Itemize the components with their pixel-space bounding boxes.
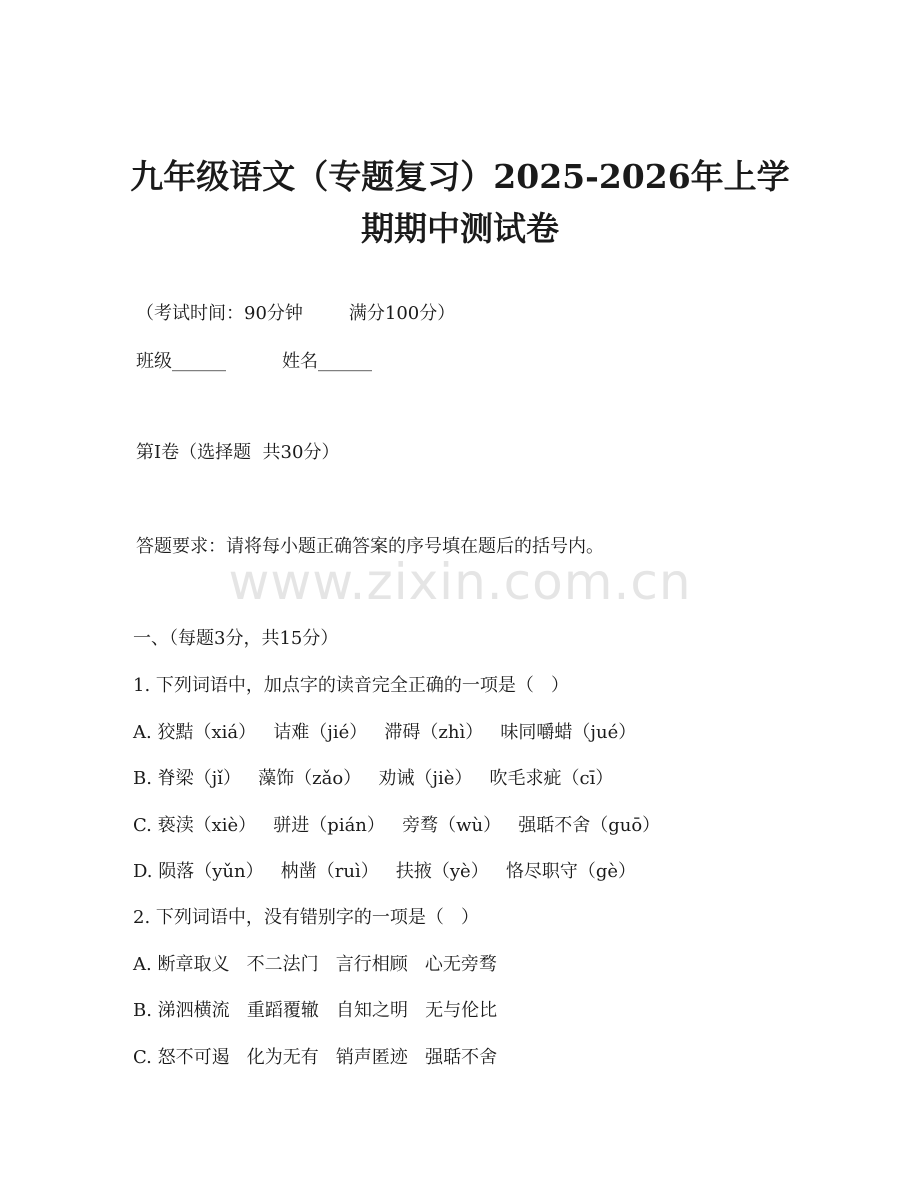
question-1-option-b: B. 脊梁（jǐ） 藻饰（zǎo） 劝诫（jiè） 吹毛求疵（cī） xyxy=(133,768,614,789)
question-1-option-c: C. 亵渎（xiè） 骈进（pián） 旁骛（wù） 强聒不舍（guō） xyxy=(133,815,661,836)
exam-title-line2: 期期中测试卷 xyxy=(361,209,559,248)
question-2-option-c: C. 怒不可遏 化为无有 销声匿迹 强聒不舍 xyxy=(133,1047,498,1068)
question-1-option-a: A. 狡黠（xiá） 诘难（jié） 滞碍（zhì） 味同嚼蜡（jué） xyxy=(133,722,637,743)
exam-full-score: 满分100分） xyxy=(348,303,456,324)
question-1-option-d: D. 陨落（yǔn） 枘凿（ruì） 扶掖（yè） 恪尽职守（gè） xyxy=(133,861,637,882)
section-heading: 第I卷（选择题 共30分） xyxy=(136,442,340,463)
name-field[interactable]: 姓名______ xyxy=(282,351,372,372)
exam-title-line1: 九年级语文（专题复习）2025-2026年上学 xyxy=(130,157,790,196)
question-2-stem: 2. 下列词语中，没有错别字的一项是（ ） xyxy=(133,907,480,928)
class-field[interactable]: 班级______ xyxy=(136,351,226,372)
question-1-stem: 1. 下列词语中，加点字的读音完全正确的一项是（ ） xyxy=(133,675,570,696)
part-heading: 一、（每题3分，共15分） xyxy=(133,628,339,649)
question-2-option-a: A. 断章取义 不二法门 言行相顾 心无旁骛 xyxy=(133,954,497,975)
student-info-row xyxy=(136,353,372,371)
site-watermark: www.zixin.com.cn xyxy=(228,553,692,611)
answer-requirement: 答题要求：请将每小题正确答案的序号填在题后的括号内。 xyxy=(136,536,604,557)
exam-time: （考试时间：90分钟 xyxy=(136,303,303,324)
exam-time-score xyxy=(136,305,455,323)
question-2-option-b: B. 涕泗横流 重蹈覆辙 自知之明 无与伦比 xyxy=(133,1000,498,1021)
